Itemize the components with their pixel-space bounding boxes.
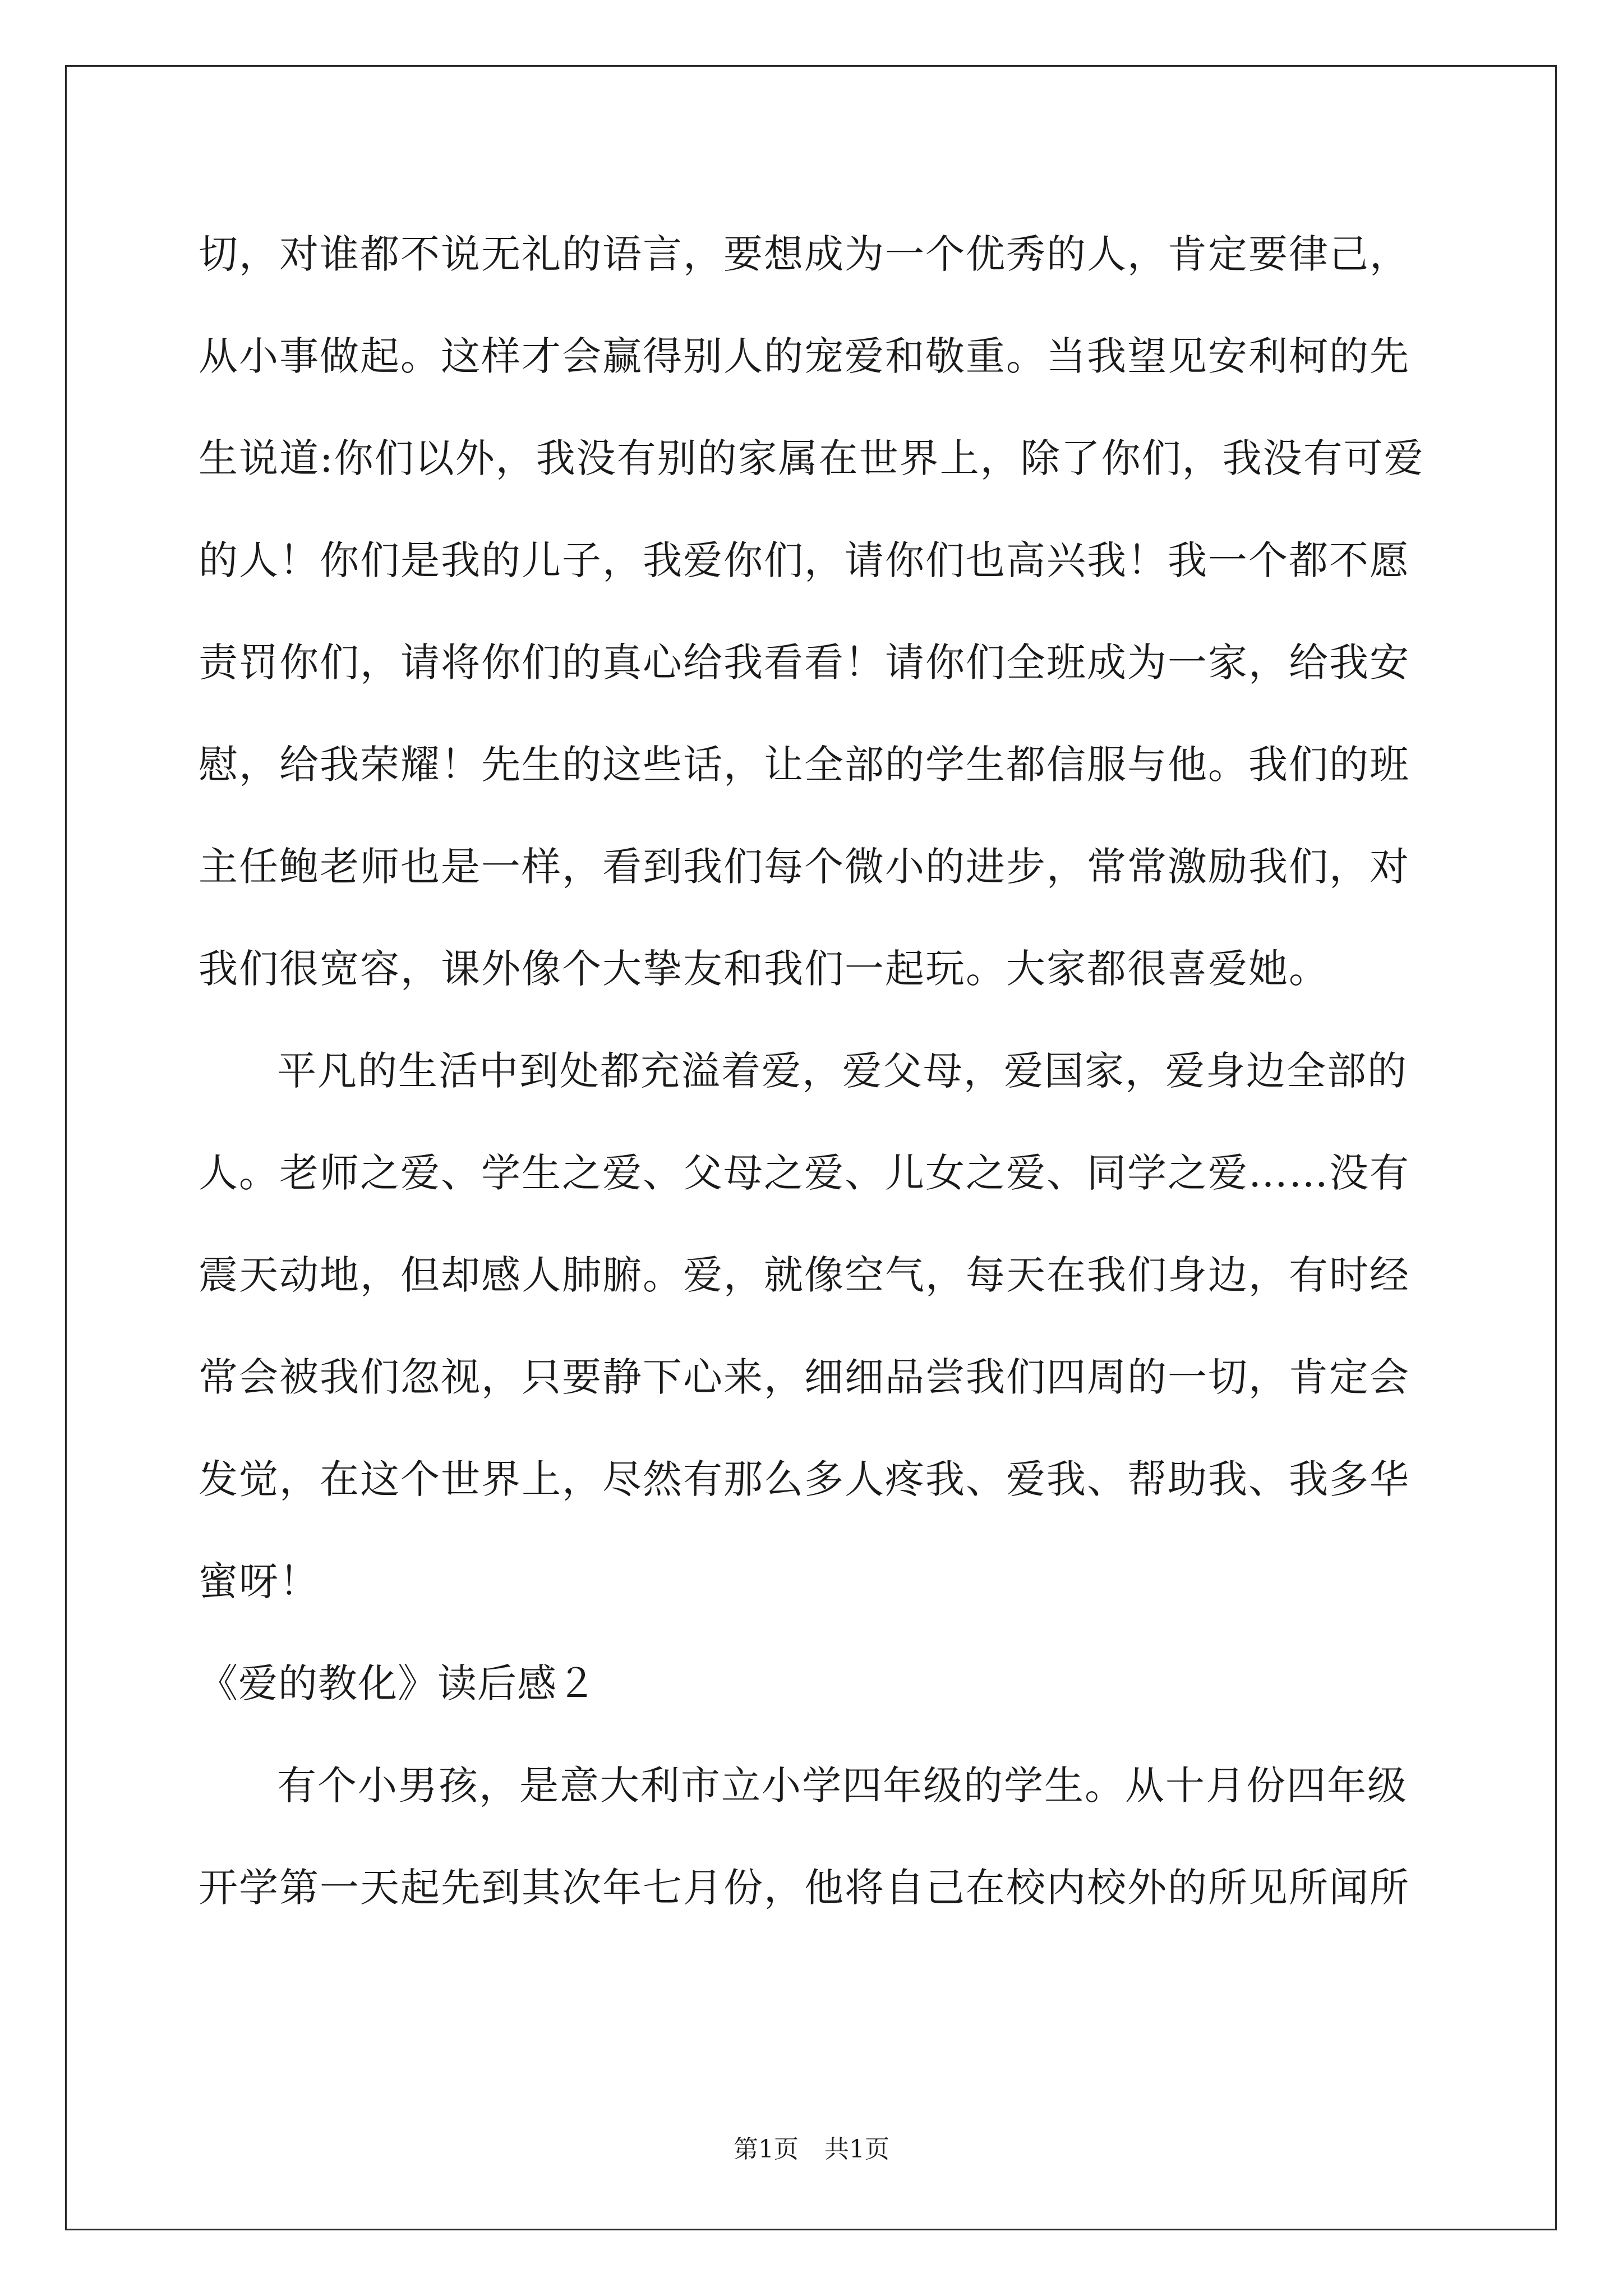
document-body xyxy=(199,203,1427,1939)
text-line: 常会被我们忽视，只要静下心来，细细品尝我们四周的一切，肯定会 xyxy=(199,1354,1410,1400)
paragraph-first-line: 平凡的生活中到处都充溢着爱，爱父母，爱国家，爱身边全部的 xyxy=(277,1048,1408,1094)
text-line: 我们很宽容，课外像个大挚友和我们一起玩。大家都很喜爱她。 xyxy=(199,946,1329,992)
text-line: 生说道:你们以外，我没有别的家属在世界上，除了你们，我没有可爱 xyxy=(199,435,1424,481)
text-line: 的人！你们是我的儿子，我爱你们，请你们也高兴我！我一个都不愿 xyxy=(199,537,1410,583)
text-line: 发觉，在这个世界上，尽然有那么多人疼我、爱我、帮助我、我多华 xyxy=(199,1456,1410,1502)
text-line: 慰，给我荣耀！先生的这些话，让全部的学生都信服与他。我们的班 xyxy=(199,742,1410,788)
page-footer xyxy=(0,2133,1623,2166)
text-line: 震天动地，但却感人肺腑。爱，就像空气，每天在我们身边，有时经 xyxy=(199,1252,1410,1298)
text-line: 人。老师之爱、学生之爱、父母之爱、儿女之爱、同学之爱……没有 xyxy=(199,1150,1410,1196)
text-line: 蜜呀！ xyxy=(199,1558,320,1604)
paragraph-first-line: 有个小男孩，是意大利市立小学四年级的学生。从十月份四年级 xyxy=(277,1763,1408,1809)
text-line: 主任鲍老师也是一样，看到我们每个微小的进步，常常激励我们，对 xyxy=(199,844,1410,890)
page-number: 第1页 xyxy=(734,2135,799,2164)
text-line: 开学第一天起先到其次年七月份，他将自己在校内校外的所见所闻所 xyxy=(199,1865,1410,1911)
text-line: 从小事做起。这样才会赢得别人的宠爱和敬重。当我望见安利柯的先 xyxy=(199,333,1410,379)
page-total: 共1页 xyxy=(824,2135,889,2164)
text-line: 责罚你们，请将你们的真心给我看看！请你们全班成为一家，给我安 xyxy=(199,639,1410,685)
text-line: 切，对谁都不说无礼的语言，要想成为一个优秀的人，肯定要律己， xyxy=(199,231,1410,277)
section-heading: 《爱的教化》读后感２ xyxy=(199,1660,597,1706)
